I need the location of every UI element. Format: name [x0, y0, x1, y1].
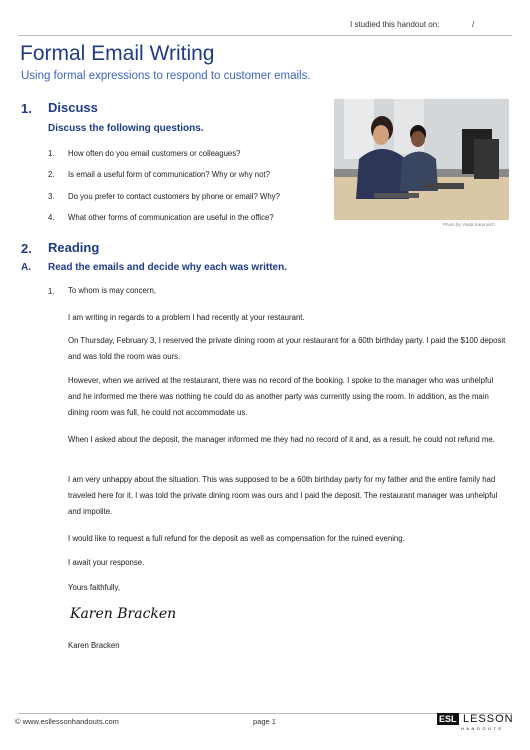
email-paragraph: I would like to request a full refund for the deposit as well as compensation for the ruined evening.: [68, 534, 405, 543]
email-paragraph: When I asked about the deposit, the manager informed me they had no record of it and, as a result, he could not refund me.: [68, 435, 495, 444]
question-text: What other forms of communication are useful in the office?: [68, 213, 274, 222]
top-divider: [18, 35, 512, 36]
date-slash: /: [472, 20, 475, 29]
reading-sub-letter: A.: [21, 262, 31, 273]
question-number: 2.: [48, 170, 55, 179]
studied-date-label: [350, 20, 475, 29]
office-workers-photo: [334, 99, 509, 220]
section-number-reading: 2.: [21, 241, 32, 256]
email-paragraph: I am very unhappy about the situation. This was supposed to be a 60th birthday party for my father and the entire family had traveled here for it. I was told the private dining room was ours and I paid the deposit. The restaurant manager was unhelpful and impolite.: [68, 475, 498, 516]
page-subtitle: Using formal expressions to respond to customer emails.: [21, 70, 311, 82]
photo-illustration: [334, 99, 509, 220]
email-paragraph: I await your response.: [68, 558, 145, 567]
logo-esl-badge: ESL: [439, 714, 457, 724]
studied-label-text: I studied this handout on:: [350, 20, 440, 29]
email-paragraph: On Thursday, February 3, I reserved the private dining room at your restaurant for a 60th birthday party. I paid the $100 deposit and was told the room was ours.: [68, 336, 506, 361]
question-text: Is email a useful form of communication? Why or why not?: [68, 170, 270, 179]
question-text: How often do you email customers or colleagues?: [68, 149, 241, 158]
email-sender-name: Karen Bracken: [68, 641, 120, 650]
question-number: 1.: [48, 149, 55, 158]
handwritten-signature: Karen Bracken: [70, 606, 177, 622]
page-title: Formal Email Writing: [20, 42, 215, 65]
email-paragraph: I am writing in regards to a problem I had recently at your restaurant.: [68, 313, 305, 322]
logo-lesson-text: LESSON: [462, 713, 514, 725]
footer-page-number: page 1: [253, 717, 276, 726]
reading-instruction: Read the emails and decide why each was written.: [48, 262, 287, 273]
section-title-discuss: Discuss: [48, 100, 98, 115]
footer-website: © www.esllessonhandouts.com: [15, 717, 119, 726]
esl-lesson-handouts-logo: [437, 713, 514, 731]
email-paragraph: However, when we arrived at the restaurant, there was no record of the booking. I spoke to the manager who was unhelpful and he informed me there was nothing he could do as another party was currently using the room. In addition, as the main dining room was full, he could not accommodate us.: [68, 376, 494, 417]
section-number-discuss: 1.: [21, 101, 32, 116]
email-number: 1.: [48, 287, 55, 296]
question-number: 3.: [48, 192, 55, 201]
logo-handouts-text: HANDOUTS: [461, 726, 504, 731]
photo-credit: Photo by Vlada Karpovich: [443, 222, 495, 227]
discuss-instruction: Discuss the following questions.: [48, 123, 204, 134]
email-closing: Yours faithfully,: [68, 583, 121, 592]
question-text: Do you prefer to contact customers by phone or email? Why?: [68, 192, 280, 201]
section-title-reading: Reading: [48, 240, 100, 255]
question-number: 4.: [48, 213, 55, 222]
email-greeting: To whom is may concern,: [68, 286, 156, 295]
